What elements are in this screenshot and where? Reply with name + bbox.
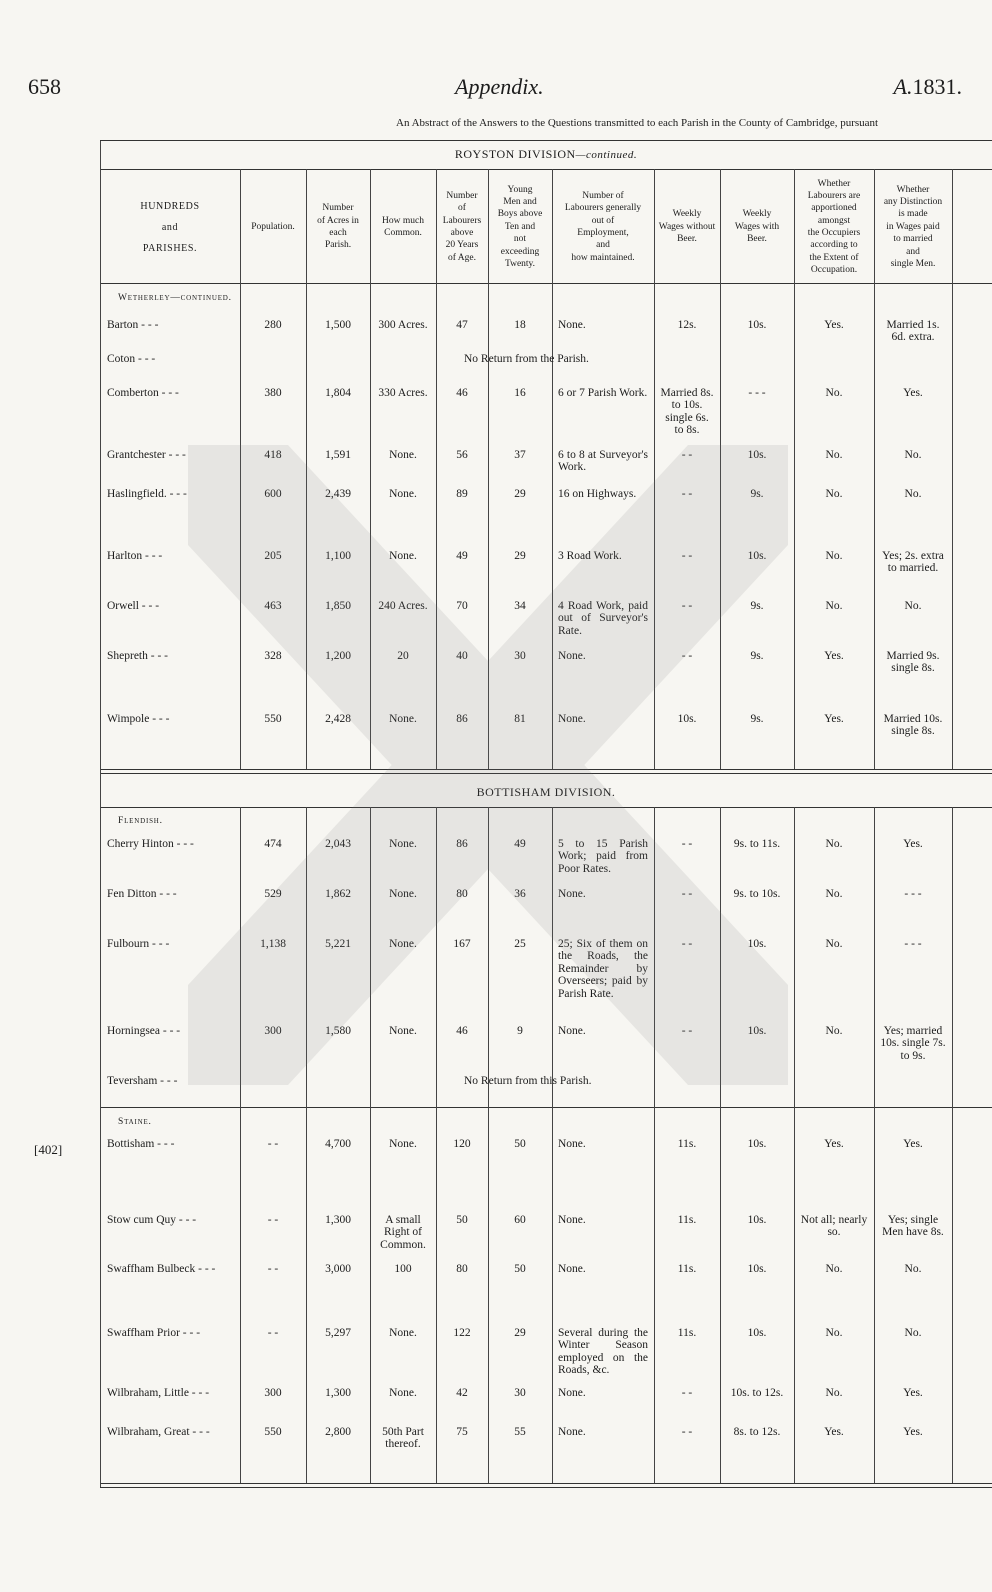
cell-common: None. [389,488,417,500]
margin-reference: [402] [34,1142,63,1157]
column-header: Number of Acres in each Parish. [317,203,359,251]
cell-unemployed: 25; Six of them on the Roads, the Remainder by Overseers; paid by Parish Rate. [558,938,648,1000]
cell-population: - - [267,1214,279,1226]
column-header: Weekly Wages without Beer. [658,209,716,245]
cell-apportioned: Yes. [824,319,844,331]
cell-common: None. [389,1327,417,1339]
cell-apportioned: No. [825,1263,843,1275]
parish-name: Haslingfield. - - - [107,488,187,500]
cell-population: 1,138 [260,938,286,950]
cell-common: None. [389,888,417,900]
cell-unemployed: None. [558,319,586,331]
column-rule [952,169,953,769]
cell-wages-without: - - [681,600,693,612]
cell-acres: 2,800 [325,1426,351,1438]
cell-unemployed: 16 on Highways. [558,488,637,500]
division-title [100,785,992,800]
cell-young: 37 [514,449,526,461]
group-name: Staine. [118,1117,152,1127]
cell-unemployed: 6 or 7 Parish Work. [558,387,648,399]
cell-unemployed: Several during the Winter Season employed on the Roads, &c. [558,1327,648,1377]
parish-name: Swaffham Prior - - - [107,1327,201,1339]
cell-common: 240 Acres. [378,600,428,612]
cell-unemployed: None. [558,1263,586,1275]
column-header: Weekly Wages with Beer. [734,209,780,245]
cell-acres: 1,591 [325,449,351,461]
cell-apportioned: Not all; nearly so. [800,1214,868,1239]
cell-wages-without: 11s. [677,1327,697,1339]
cell-labourers: 86 [456,713,468,725]
column-rule [370,807,371,1483]
header-bottom-rule [100,283,992,284]
cell-acres: 4,700 [325,1138,351,1150]
group-rule [100,1107,992,1108]
cell-wages-with: 9s. to 11s. [733,838,781,850]
cell-wages-with: 8s. to 12s. [733,1426,781,1438]
cell-acres: 5,297 [325,1327,351,1339]
cell-apportioned: Yes. [824,713,844,725]
cell-wages-with: 9s. [750,713,764,725]
column-header: Whether any Distinction is made in Wages paid to married and single Men. [883,184,943,269]
cell-population: 550 [264,1426,282,1438]
page-title: Appendix. [455,74,544,99]
cell-wages-without: 11s. [677,1214,697,1226]
cell-distinction: Yes; 2s. extra to married. [882,550,944,575]
no-return-note: No Return from this Parish. [464,1075,592,1087]
cell-acres: 2,043 [325,838,351,850]
abstract-table [100,140,992,1493]
parish-name: Cherry Hinton - - - [107,838,194,850]
cell-young: 50 [514,1263,526,1275]
cell-acres: 1,300 [325,1214,351,1226]
cell-labourers: 89 [456,488,468,500]
parish-name: Swaffham Bulbeck - - - [107,1263,216,1275]
cell-young: 81 [514,713,526,725]
column-rule [874,807,875,1483]
column-rule [654,807,655,1483]
cell-acres: 1,100 [325,550,351,562]
cell-common: 100 [394,1263,412,1275]
cell-distinction: - - - [904,938,922,950]
cell-wages-with: 9s. [750,600,764,612]
cell-labourers: 40 [456,650,468,662]
cell-apportioned: No. [825,550,843,562]
cell-wages-without: - - [681,1426,693,1438]
cell-distinction: Married 9s. single 8s. [886,650,940,675]
column-rule [436,807,437,1483]
cell-acres: 3,000 [325,1263,351,1275]
cell-labourers: 122 [453,1327,471,1339]
cell-labourers: 70 [456,600,468,612]
parish-name: Coton - - - [107,353,156,365]
cell-wages-with: 10s. [747,938,767,950]
cell-wages-with: - - - [748,387,766,399]
cell-labourers: 167 [453,938,471,950]
parish-name: Harlton - - - [107,550,163,562]
cell-distinction: Yes. [903,838,923,850]
cell-distinction: Yes. [903,1387,923,1399]
parish-name: Wilbraham, Great - - - [107,1426,210,1438]
column-header: Number of Labourers above 20 Years of Age. [442,190,482,263]
division-title-rule [100,807,992,808]
cell-labourers: 80 [456,1263,468,1275]
cell-population: 600 [264,488,282,500]
cell-distinction: - - - [904,888,922,900]
cell-acres: 1,200 [325,650,351,662]
cell-apportioned: No. [825,838,843,850]
cell-distinction: No. [904,1263,922,1275]
cell-apportioned: No. [825,888,843,900]
parish-name: Fulbourn - - - [107,938,170,950]
cell-acres: 1,300 [325,1387,351,1399]
cell-apportioned: No. [825,938,843,950]
page-year [894,74,962,100]
cell-population: 205 [264,550,282,562]
cell-young: 16 [514,387,526,399]
year-prefix: A. [893,74,913,99]
group-name: Wetherley—continued. [118,293,232,303]
cell-wages-without: Married 8s. to 10s. single 6s. to 8s. [660,387,714,437]
division-title [100,147,992,162]
column-rule [720,807,721,1483]
cell-acres: 1,580 [325,1025,351,1037]
parish-name: Stow cum Quy - - - [107,1214,197,1226]
cell-population: 529 [264,888,282,900]
cell-unemployed: 6 to 8 at Surveyor's Work. [558,449,648,474]
cell-wages-without: - - [681,1025,693,1037]
cell-apportioned: No. [825,387,843,399]
cell-wages-without: - - [681,838,693,850]
cell-common: None. [389,1025,417,1037]
cell-wages-with: 10s. [747,449,767,461]
parish-name: Shepreth - - - [107,650,168,662]
cell-unemployed: None. [558,1426,586,1438]
year-number: 1831. [912,74,962,99]
cell-young: 25 [514,938,526,950]
column-rule [794,807,795,1483]
cell-wages-without: 11s. [677,1138,697,1150]
parish-name: Comberton - - - [107,387,179,399]
cell-acres: 1,804 [325,387,351,399]
cell-distinction: Yes. [903,1426,923,1438]
cell-acres: 1,862 [325,888,351,900]
cell-population: 380 [264,387,282,399]
column-rule [100,141,101,1487]
cell-acres: 1,500 [325,319,351,331]
cell-acres: 2,439 [325,488,351,500]
cell-wages-without: 10s. [677,713,697,725]
cell-population: 550 [264,713,282,725]
cell-labourers: 50 [456,1214,468,1226]
parish-name: Grantchester - - - [107,449,186,461]
column-rule [488,807,489,1483]
cell-apportioned: No. [825,449,843,461]
cell-young: 9 [517,1025,523,1037]
parish-name: Wimpole - - - [107,713,170,725]
cell-wages-without: - - [681,938,693,950]
cell-common: None. [389,550,417,562]
column-rule [952,807,953,1483]
cell-young: 34 [514,600,526,612]
cell-wages-without: - - [681,1387,693,1399]
cell-labourers: 86 [456,838,468,850]
cell-common: None. [389,713,417,725]
cell-population: 474 [264,838,282,850]
parish-name: Wilbraham, Little - - - [107,1387,210,1399]
cell-young: 29 [514,488,526,500]
cell-acres: 1,850 [325,600,351,612]
cell-young: 50 [514,1138,526,1150]
cell-unemployed: None. [558,650,586,662]
cell-wages-with: 10s. [747,1025,767,1037]
column-header: Whether Labourers are apportioned amongst the Occupiers according to the Extent of Occupation. [807,178,861,276]
cell-common: 50th Part thereof. [382,1426,424,1451]
cell-wages-with: 10s. [747,1263,767,1275]
cell-labourers: 120 [453,1138,471,1150]
cell-population: 280 [264,319,282,331]
cell-apportioned: No. [825,488,843,500]
cell-common: None. [389,938,417,950]
cell-labourers: 56 [456,449,468,461]
cell-wages-with: 10s. [747,1327,767,1339]
cell-unemployed: 4 Road Work, paid out of Surveyor's Rate. [558,600,648,637]
page-subtitle: An Abstract of the Answers to the Questions transmitted to each Parish in the County of Cambridge, pursuant [396,117,879,129]
header-top-rule [100,169,992,170]
cell-wages-without: - - [681,449,693,461]
cell-young: 29 [514,550,526,562]
parish-name: Orwell - - - [107,600,160,612]
cell-labourers: 46 [456,1025,468,1037]
cell-acres: 5,221 [325,938,351,950]
cell-distinction: Yes. [903,387,923,399]
cell-population: 300 [264,1387,282,1399]
cell-labourers: 42 [456,1387,468,1399]
cell-population: 328 [264,650,282,662]
cell-young: 36 [514,888,526,900]
cell-labourers: 80 [456,888,468,900]
cell-unemployed: 5 to 15 Parish Work; paid from Poor Rates. [558,838,648,875]
cell-labourers: 46 [456,387,468,399]
cell-unemployed: None. [558,1387,586,1399]
cell-apportioned: No. [825,600,843,612]
cell-unemployed: None. [558,713,586,725]
cell-distinction: No. [904,488,922,500]
column-header: Population. [251,221,295,232]
column-header: Young Men and Boys above Ten and not exceeding Twenty. [497,184,543,269]
cell-labourers: 75 [456,1426,468,1438]
cell-common: 300 Acres. [378,319,428,331]
cell-young: 29 [514,1327,526,1339]
parish-name: Bottisham - - - [107,1138,175,1150]
cell-wages-with: 9s. [750,488,764,500]
cell-wages-with: 10s. [747,1214,767,1226]
cell-wages-with: 10s. [747,550,767,562]
cell-young: 60 [514,1214,526,1226]
cell-young: 30 [514,650,526,662]
cell-acres: 2,428 [325,713,351,725]
cell-distinction: No. [904,600,922,612]
table-bottom-rule [100,1483,992,1484]
cell-common: None. [389,1387,417,1399]
cell-population: - - [267,1263,279,1275]
division-suffix: —continued. [575,149,638,161]
cell-population: 300 [264,1025,282,1037]
cell-distinction: No. [904,1327,922,1339]
column-rule [552,807,553,1483]
cell-distinction: Married 1s. 6d. extra. [886,319,940,344]
column-rule [306,807,307,1483]
cell-distinction: Yes; married 10s. single 7s. to 9s. [880,1025,946,1062]
column-header: HUNDREDS and PARISHES. [140,200,200,254]
cell-young: 55 [514,1426,526,1438]
cell-labourers: 49 [456,550,468,562]
cell-young: 18 [514,319,526,331]
cell-distinction: Yes; single Men have 8s. [882,1214,944,1239]
cell-distinction: No. [904,449,922,461]
cell-common: 330 Acres. [378,387,428,399]
cell-population: 418 [264,449,282,461]
cell-wages-with: 10s. to 12s. [730,1387,784,1399]
cell-wages-without: - - [681,550,693,562]
cell-common: None. [389,1138,417,1150]
cell-wages-without: 12s. [677,319,697,331]
cell-population: - - [267,1138,279,1150]
column-header: Number of Labourers generally out of Employment, and how maintained. [564,190,642,263]
cell-unemployed: None. [558,888,586,900]
cell-wages-with: 9s. [750,650,764,662]
division-rule [100,773,992,774]
cell-wages-with: 9s. to 10s. [733,888,781,900]
parish-name: Fen Ditton - - - [107,888,177,900]
division-rule [100,769,992,770]
cell-apportioned: No. [825,1387,843,1399]
cell-common: 20 [397,650,409,662]
cell-common: A small Right of Common. [380,1214,426,1251]
cell-unemployed: None. [558,1214,586,1226]
parish-name: Teversham - - - [107,1075,178,1087]
division-name: BOTTISHAM DIVISION. [476,785,616,799]
cell-apportioned: Yes. [824,1426,844,1438]
cell-population: 463 [264,600,282,612]
cell-population: - - [267,1327,279,1339]
cell-wages-without: 11s. [677,1263,697,1275]
group-name: Flendish. [118,816,163,826]
cell-common: None. [389,838,417,850]
cell-unemployed: 3 Road Work. [558,550,622,562]
parish-name: Horningsea - - - [107,1025,181,1037]
cell-unemployed: None. [558,1025,586,1037]
page-number: 658 [28,74,61,99]
column-header: How much Common. [382,215,424,238]
cell-wages-with: 10s. [747,1138,767,1150]
division-name: ROYSTON DIVISION [454,147,576,161]
no-return-note: No Return from the Parish. [464,353,589,365]
cell-wages-without: - - [681,888,693,900]
cell-distinction: Married 10s. single 8s. [883,713,943,738]
column-rule [240,807,241,1483]
cell-apportioned: Yes. [824,650,844,662]
table-bottom-rule [100,1487,992,1488]
parish-name: Barton - - - [107,319,159,331]
cell-unemployed: None. [558,1138,586,1150]
cell-apportioned: No. [825,1025,843,1037]
cell-young: 49 [514,838,526,850]
cell-young: 30 [514,1387,526,1399]
cell-wages-without: - - [681,488,693,500]
cell-apportioned: Yes. [824,1138,844,1150]
cell-wages-with: 10s. [747,319,767,331]
cell-distinction: Yes. [903,1138,923,1150]
cell-labourers: 47 [456,319,468,331]
cell-apportioned: No. [825,1327,843,1339]
cell-common: None. [389,449,417,461]
cell-wages-without: - - [681,650,693,662]
